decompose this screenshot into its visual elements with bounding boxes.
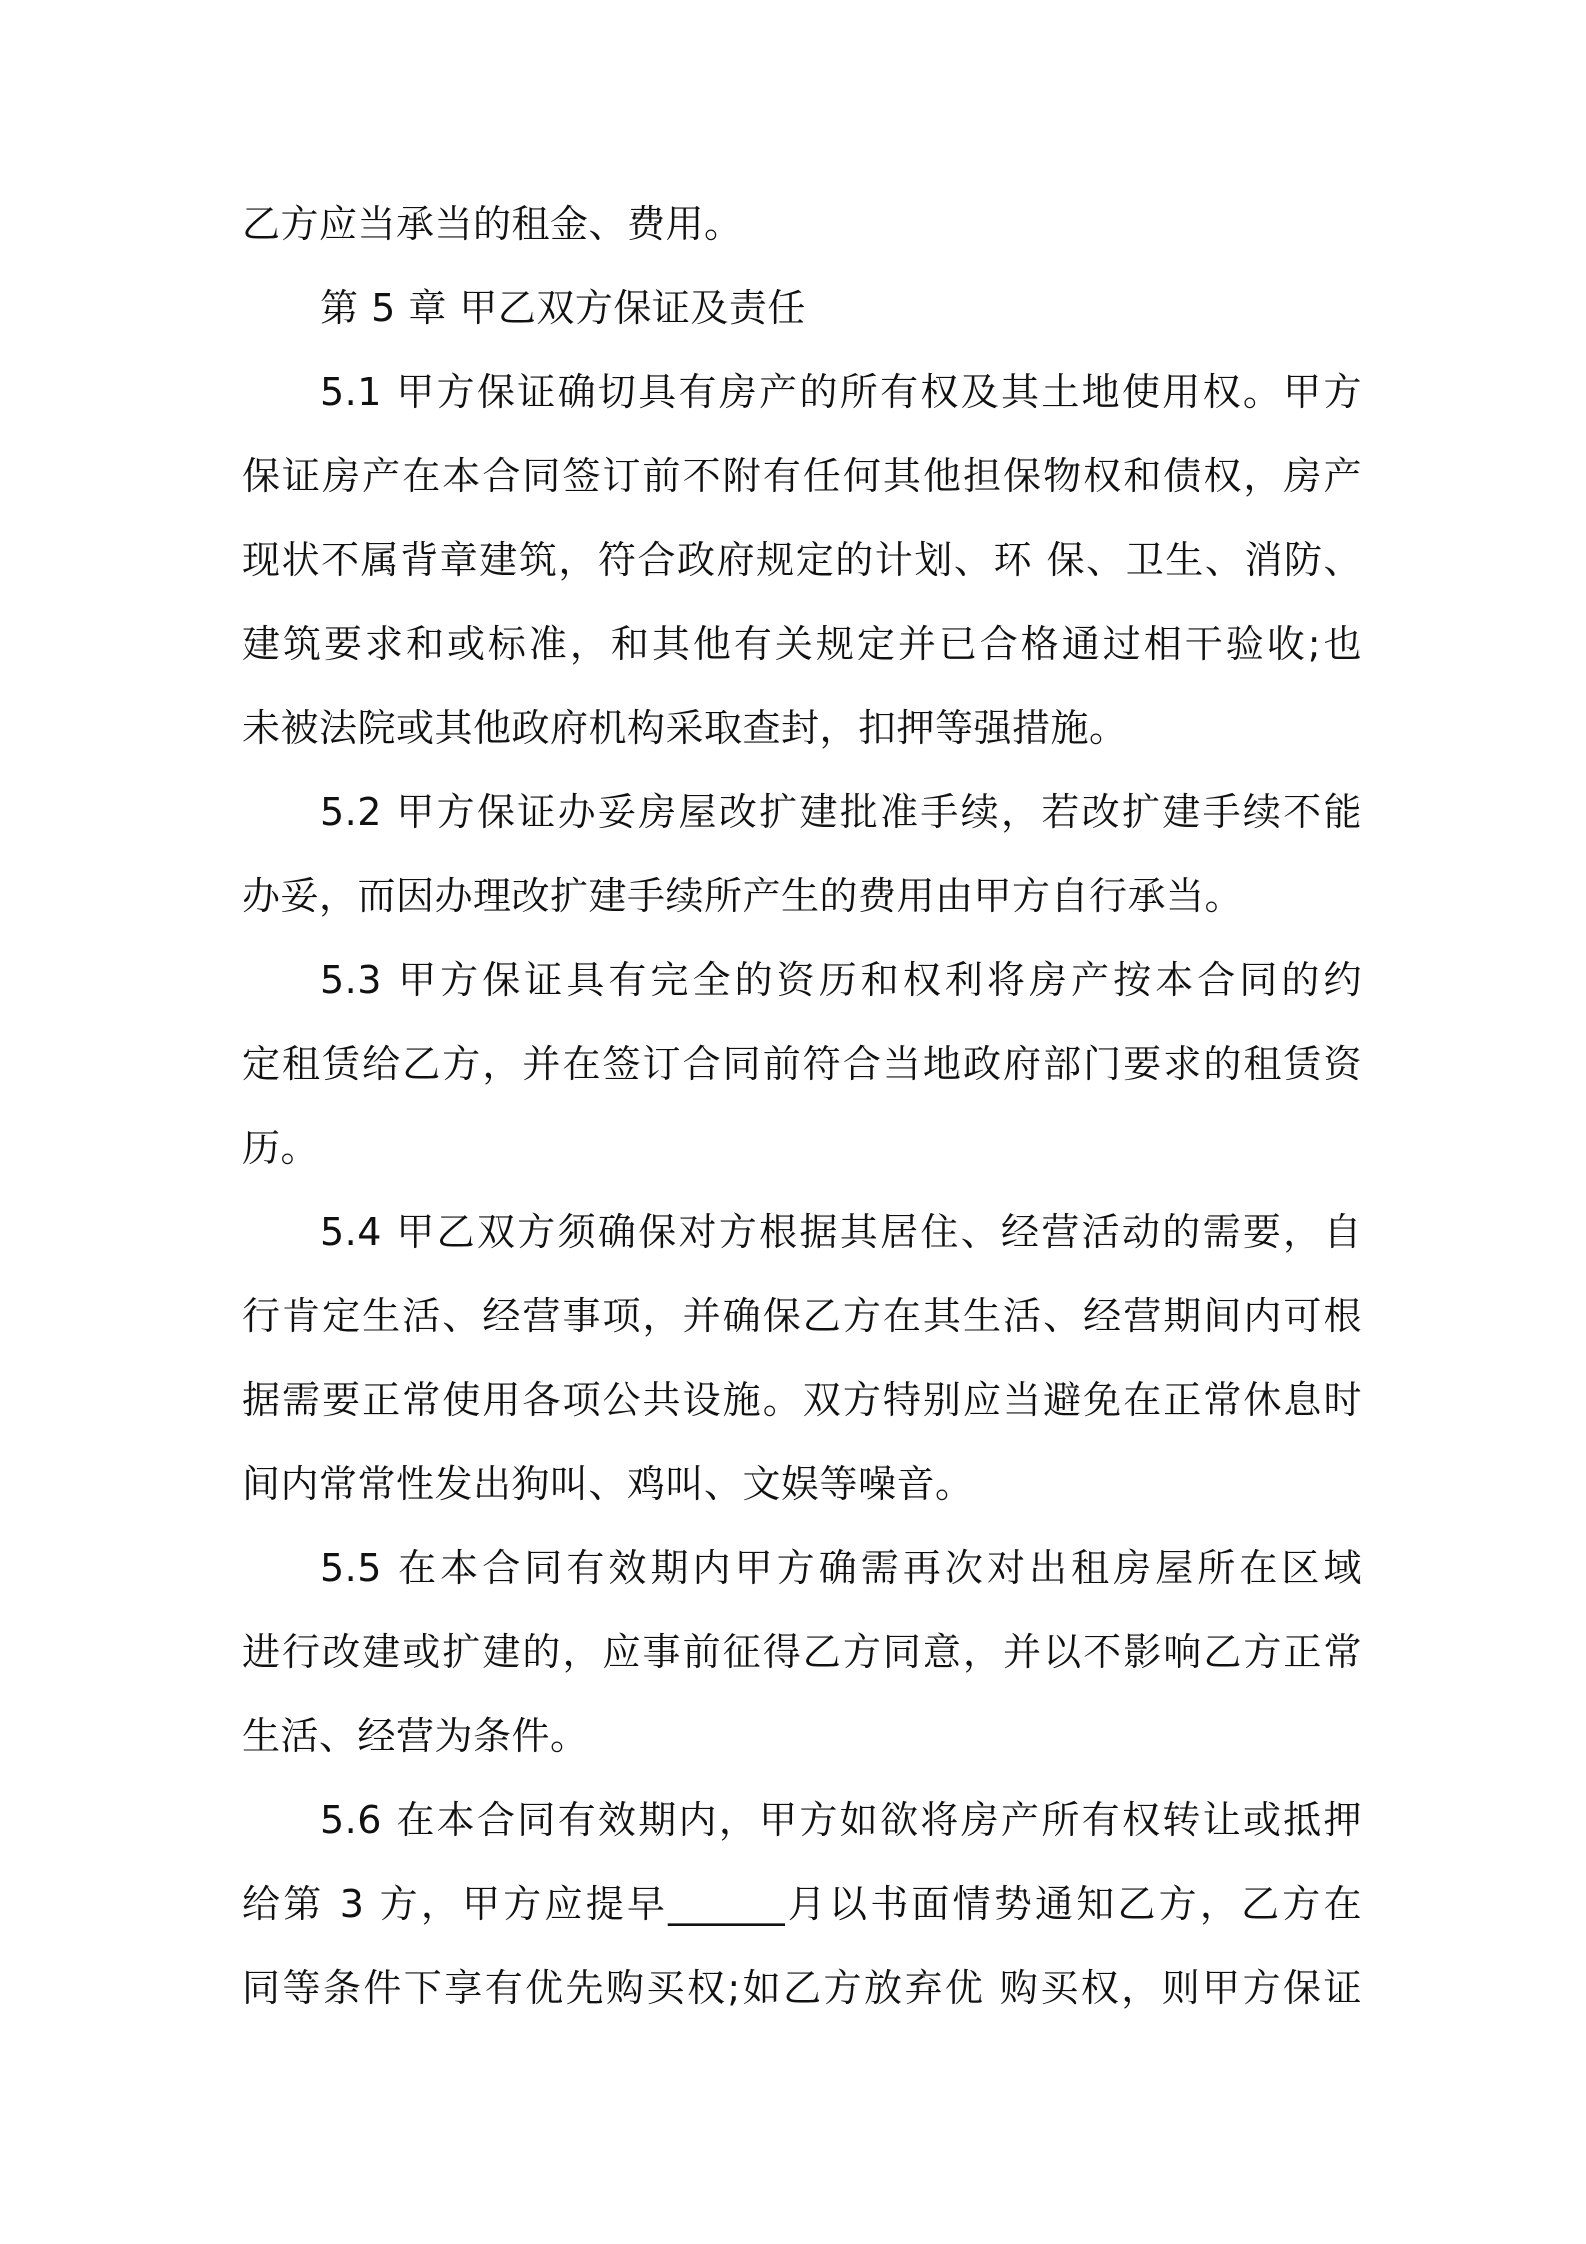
clause-5-1-line: 现状不属背章建筑，符合政府规定的计划、环 保、卫生、消防、 <box>242 538 1362 582</box>
clause-5-4-line: 间内常常性发出狗叫、鸡叫、文娱等噪音。 <box>242 1462 974 1506</box>
text-line: 乙方应当承当的租金、费用。 <box>242 202 743 246</box>
clause-5-6-line: 给第 3 方，甲方应提早______月以书面情势通知乙方，乙方在 <box>242 1882 1362 1926</box>
clause-5-4-line: 行肯定生活、经营事项，并确保乙方在其生活、经营期间内可根 <box>242 1294 1362 1338</box>
clause-5-2-line: 5.2 甲方保证办妥房屋改扩建批准手续，若改扩建手续不能 <box>320 790 1362 834</box>
clause-5-5-line: 进行改建或扩建的，应事前征得乙方同意，并以不影响乙方正常 <box>242 1630 1362 1674</box>
clause-5-5-line: 生活、经营为条件。 <box>242 1714 589 1758</box>
clause-5-4-line: 5.4 甲乙双方须确保对方根据其居住、经营活动的需要，自 <box>320 1210 1362 1254</box>
clause-5-1-line: 5.1 甲方保证确切具有房产的所有权及其土地使用权。甲方 <box>320 370 1362 414</box>
clause-5-3-line: 5.3 甲方保证具有完全的资历和权利将房产按本合同的约 <box>320 958 1362 1002</box>
clause-5-3-line: 定租赁给乙方，并在签订合同前符合当地政府部门要求的租赁资 <box>242 1042 1362 1086</box>
clause-5-1-line: 建筑要求和或标准，和其他有关规定并已合格通过相干验收;也 <box>242 622 1362 666</box>
clause-5-1-line: 未被法院或其他政府机构采取查封，扣押等强措施。 <box>242 706 1128 750</box>
clause-5-6-line: 5.6 在本合同有效期内，甲方如欲将房产所有权转让或抵押 <box>320 1798 1362 1842</box>
clause-5-4-line: 据需要正常使用各项公共设施。双方特别应当避免在正常休息时 <box>242 1378 1362 1422</box>
clause-5-5-line: 5.5 在本合同有效期内甲方确需再次对出租房屋所在区域 <box>320 1546 1362 1590</box>
clause-5-6-line: 同等条件下享有优先购买权;如乙方放弃优 购买权，则甲方保证 <box>242 1966 1362 2010</box>
clause-5-1-line: 保证房产在本合同签订前不附有任何其他担保物权和债权，房产 <box>242 454 1362 498</box>
chapter-heading: 第 5 章 甲乙双方保证及责任 <box>320 286 806 330</box>
clause-5-3-line: 历。 <box>242 1126 320 1170</box>
clause-5-2-line: 办妥，而因办理改扩建手续所产生的费用由甲方自行承当。 <box>242 874 1244 918</box>
contract-text <box>242 182 1362 2030</box>
